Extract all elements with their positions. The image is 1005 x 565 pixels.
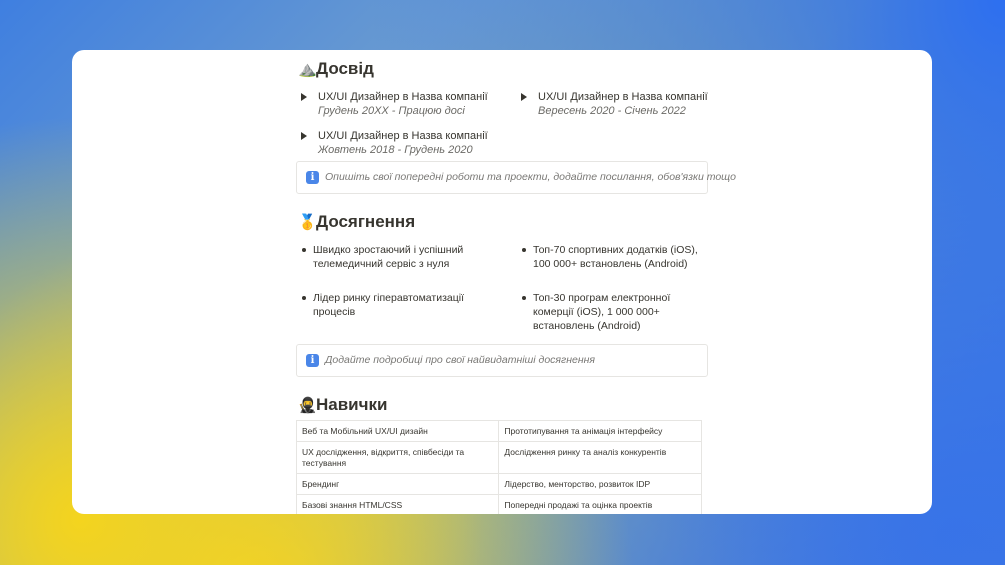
table-row	[297, 474, 702, 495]
table-cell[interactable]: Лідерство, менторство, розвиток IDP	[499, 474, 702, 495]
document-card	[72, 50, 932, 514]
table-cell[interactable]: Попередні продажі та оцінка проектів	[499, 495, 702, 515]
experience-heading-text: Досвід	[316, 59, 374, 78]
table-cell[interactable]: Базові знання HTML/CSS	[297, 495, 499, 515]
table-cell[interactable]: Прототипування та анімація інтерфейсу	[499, 421, 702, 442]
bullet-dot	[302, 248, 306, 252]
skills-heading	[298, 395, 387, 415]
job-title: UX/UI Дизайнер в Назва компанії	[318, 91, 488, 103]
experience-callout	[296, 161, 736, 194]
achievements-callout	[296, 344, 708, 377]
achievement-text: Топ-70 спортивних додатків (iOS), 100 000+ встановлень (Android)	[533, 244, 698, 270]
callout-text: Додайте подробиці про свої найвидатніші досягнення	[325, 354, 595, 366]
toggle-arrow-icon[interactable]	[521, 93, 527, 101]
ninja-icon: 🥷	[298, 397, 317, 414]
skills-heading-text: Навички	[316, 395, 388, 414]
info-icon: i	[306, 171, 319, 184]
job-period: Жовтень 2018 - Грудень 2020	[318, 144, 473, 156]
achievement-text: Швидко зростаючий і успішний телемедичний сервіс з нуля	[313, 244, 464, 270]
callout-text: Опишіть свої попередні роботи та проекти, додайте посилання, обов'язки тощо	[325, 171, 736, 183]
table-cell[interactable]: Веб та Мобільний UX/UI дизайн	[297, 421, 499, 442]
medal-icon: 🥇	[298, 214, 317, 231]
job-period: Вересень 2020 - Січень 2022	[538, 105, 686, 117]
achievement-text: Лідер ринку гіперавтоматизації процесів	[313, 292, 464, 318]
job-title: UX/UI Дизайнер в Назва компанії	[318, 130, 488, 142]
achievements-heading	[298, 212, 415, 232]
job-period: Грудень 20XX - Працюю досі	[318, 105, 465, 117]
toggle-arrow-icon[interactable]	[301, 132, 307, 140]
table-cell[interactable]: UX дослідження, відкриття, співбесіди та тестування	[297, 442, 499, 474]
achievements-heading-text: Досягнення	[316, 212, 416, 231]
job-title: UX/UI Дизайнер в Назва компанії	[538, 91, 708, 103]
achievement-text: Топ-30 програм електронної комерції (iOS), 1 000 000+ встановлень (Android)	[533, 292, 671, 332]
info-icon: i	[306, 354, 319, 367]
bullet-dot	[522, 296, 526, 300]
experience-heading	[298, 59, 374, 79]
skills-table	[296, 420, 702, 514]
toggle-arrow-icon[interactable]	[301, 93, 307, 101]
table-cell[interactable]: Дослідження ринку та аналіз конкурентів	[499, 442, 702, 474]
table-row	[297, 442, 702, 474]
bullet-dot	[302, 296, 306, 300]
table-row	[297, 495, 702, 515]
table-row	[297, 421, 702, 442]
bullet-dot	[522, 248, 526, 252]
mountain-icon: ⛰️	[298, 61, 317, 78]
table-cell[interactable]: Брендинг	[297, 474, 499, 495]
